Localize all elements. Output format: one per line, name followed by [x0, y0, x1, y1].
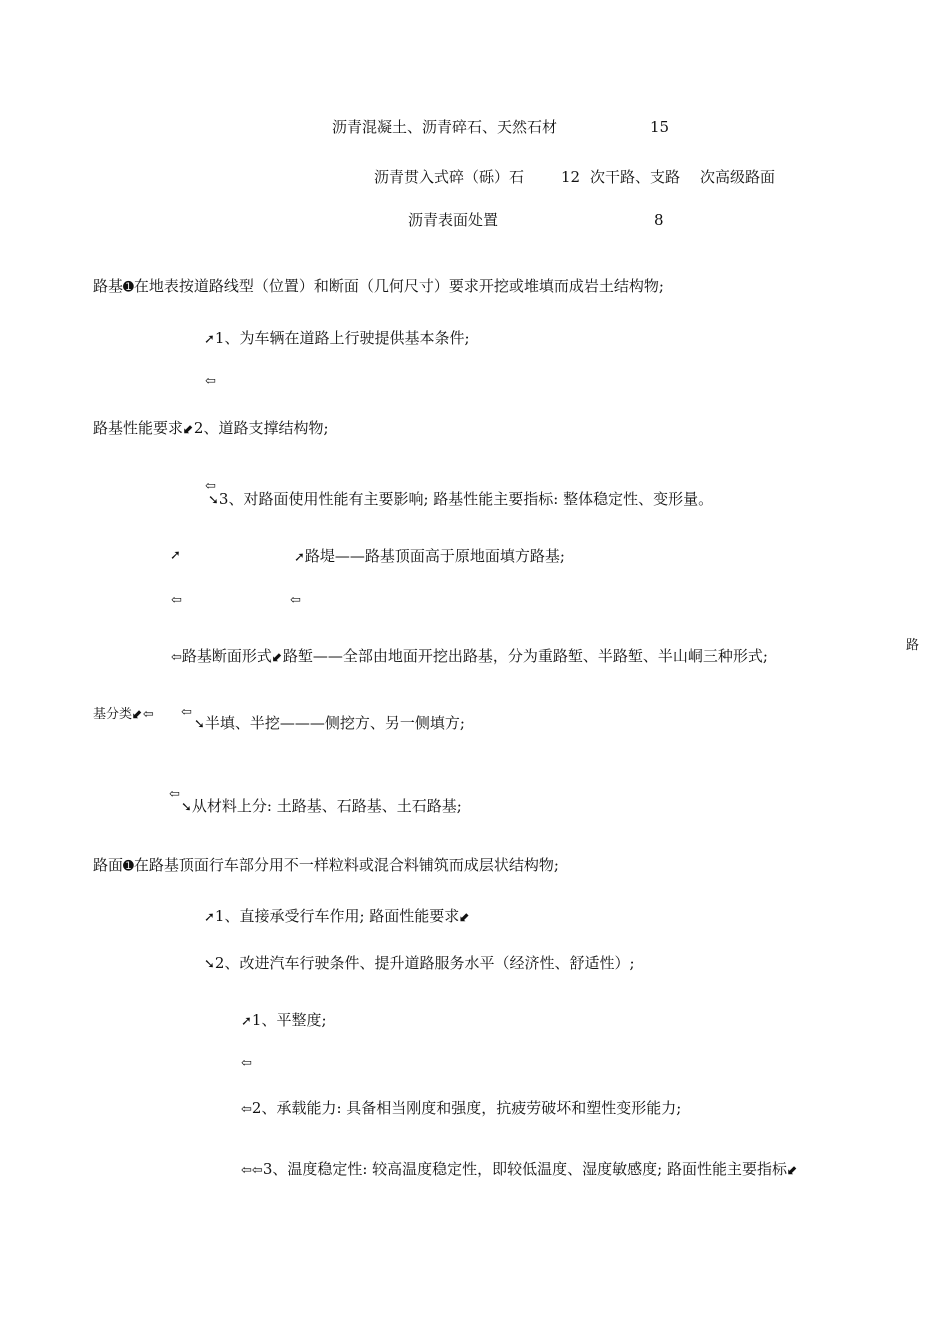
arrow-se-icon: ➘ [194, 717, 205, 732]
arrow-left-icon: ⇦ [169, 787, 180, 802]
arrow-sw-icon: ⬋ [787, 1163, 798, 1178]
arrow-ne-icon: ➚ [294, 550, 305, 565]
arrow-ne-icon: ➚ [204, 332, 215, 347]
arrow-left-icon: ⇦ [181, 705, 192, 720]
arrow-left-icon: ⇦ [241, 1163, 252, 1178]
arrow-left-icon: ⇦ [290, 593, 301, 608]
arrow-sw-icon: ⬋ [459, 910, 471, 925]
table-row-3-text: 沥青表面处置 [408, 211, 499, 229]
section-form-line [171, 646, 768, 668]
pavement-req-2 [204, 953, 635, 975]
down-arrow-icon: ➊ [123, 859, 134, 874]
embankment-line [294, 546, 565, 568]
material-line [181, 796, 462, 818]
material-text: 从材料上分: 土路基、石路基、土石路基; [191, 797, 462, 815]
arrow-se-icon: ➘ [181, 800, 192, 815]
subgrade-req-3 [208, 489, 713, 511]
subgrade-req-1 [204, 328, 470, 350]
arrow-sw-icon: ⬋ [271, 650, 283, 665]
arrow-left-icon: ⇦ [205, 374, 216, 389]
classification-label-top: 路 [906, 638, 920, 653]
arrow-sw-icon: ⬋ [183, 422, 194, 437]
table-row-2-usage: 次干路、支路 [590, 168, 681, 186]
subgrade-req-2 [93, 418, 329, 440]
arrow-left-icon: ⇦ [241, 1056, 252, 1071]
subgrade-definition [93, 276, 664, 298]
subgrade-req-1-text: 1、为车辆在道路上行驶提供基本条件; [214, 329, 470, 347]
pavement-index-1 [241, 1010, 327, 1032]
pavement-req-1 [204, 906, 470, 928]
arrow-left-icon: ⇦ [251, 1163, 263, 1178]
pavement-index-2-text: 2、承载能力: 具备相当刚度和强度，抗疲劳破坏和塑性变形能力; [251, 1099, 682, 1117]
subgrade-req-3-text: 3、对路面使用性能有主要影响; 路基性能主要指标: 整体稳定性、变形量。 [218, 490, 714, 508]
arrow-left-icon: ⇦ [171, 593, 182, 608]
cut-text: 路堑——全部由地面开挖出路基，分为重路堑、半路堑、半山峒三种形式; [282, 647, 768, 665]
classification-label-bottom: 基分类 [93, 707, 133, 722]
pavement-req-2-text: 2、改进汽车行驶条件、提升道路服务水平（经济性、舒适性）; [214, 954, 635, 972]
subgrade-req-label: 路基性能要求 [93, 419, 184, 437]
table-row-2-num: 12 [561, 168, 581, 186]
section-form-label: 路基断面形式 [181, 647, 272, 665]
subgrade-def-text: 在地表按道路线型（位置）和断面（几何尺寸）要求开挖或堆填而成岩土结构物; [133, 277, 664, 295]
half-fill-text: 半填、半挖———侧挖方、另一侧填方; [204, 714, 465, 732]
arrow-left-icon: ⇦ [241, 1102, 252, 1117]
pavement-index-3 [241, 1159, 798, 1181]
table-row-2-text: 沥青贯入式碎（砾）石 [374, 168, 525, 186]
arrow-ne-icon: ➚ [204, 910, 215, 925]
table-row-3-num: 8 [654, 211, 664, 229]
arrow-left-icon: ⇦ [171, 650, 182, 665]
table-row-2-grade: 次高级路面 [700, 168, 776, 186]
subgrade-req-2-text: 2、道路支撑结构物; [193, 419, 329, 437]
pavement-definition [93, 855, 559, 877]
pavement-index-1-text: 1、平整度; [251, 1011, 327, 1029]
embankment-text: 路堤——路基顶面高于原地面填方路基; [304, 547, 565, 565]
half-fill-line [194, 713, 465, 735]
pavement-label: 路面 [93, 856, 124, 874]
down-arrow-icon: ➊ [123, 280, 134, 295]
pavement-def-text: 在路基顶面行车部分用不一样粒料或混合料铺筑而成层状结构物; [133, 856, 559, 874]
subgrade-label: 路基 [93, 277, 124, 295]
arrow-ne-icon: ➚ [241, 1014, 252, 1029]
arrow-ne-icon: ➚ [170, 548, 181, 563]
pavement-index-3-text: 3、温度稳定性: 较高温度稳定性，即较低温度、湿度敏感度; 路面性能主要指标 [262, 1160, 788, 1178]
arrow-left-icon: ⇦ [142, 707, 154, 722]
pavement-req-1-text: 1、直接承受行车作用; 路面性能要求 [214, 907, 460, 925]
arrow-sw-icon: ⬋ [132, 707, 143, 722]
arrow-left-icon: ⇦ [205, 479, 216, 494]
table-row-1-text: 沥青混凝土、沥青碎石、天然石材 [332, 118, 558, 136]
arrow-se-icon: ➘ [208, 493, 219, 508]
table-row-1-num: 15 [650, 118, 670, 136]
classification-line [93, 705, 154, 725]
pavement-index-2 [241, 1098, 681, 1120]
arrow-se-icon: ➘ [204, 957, 215, 972]
